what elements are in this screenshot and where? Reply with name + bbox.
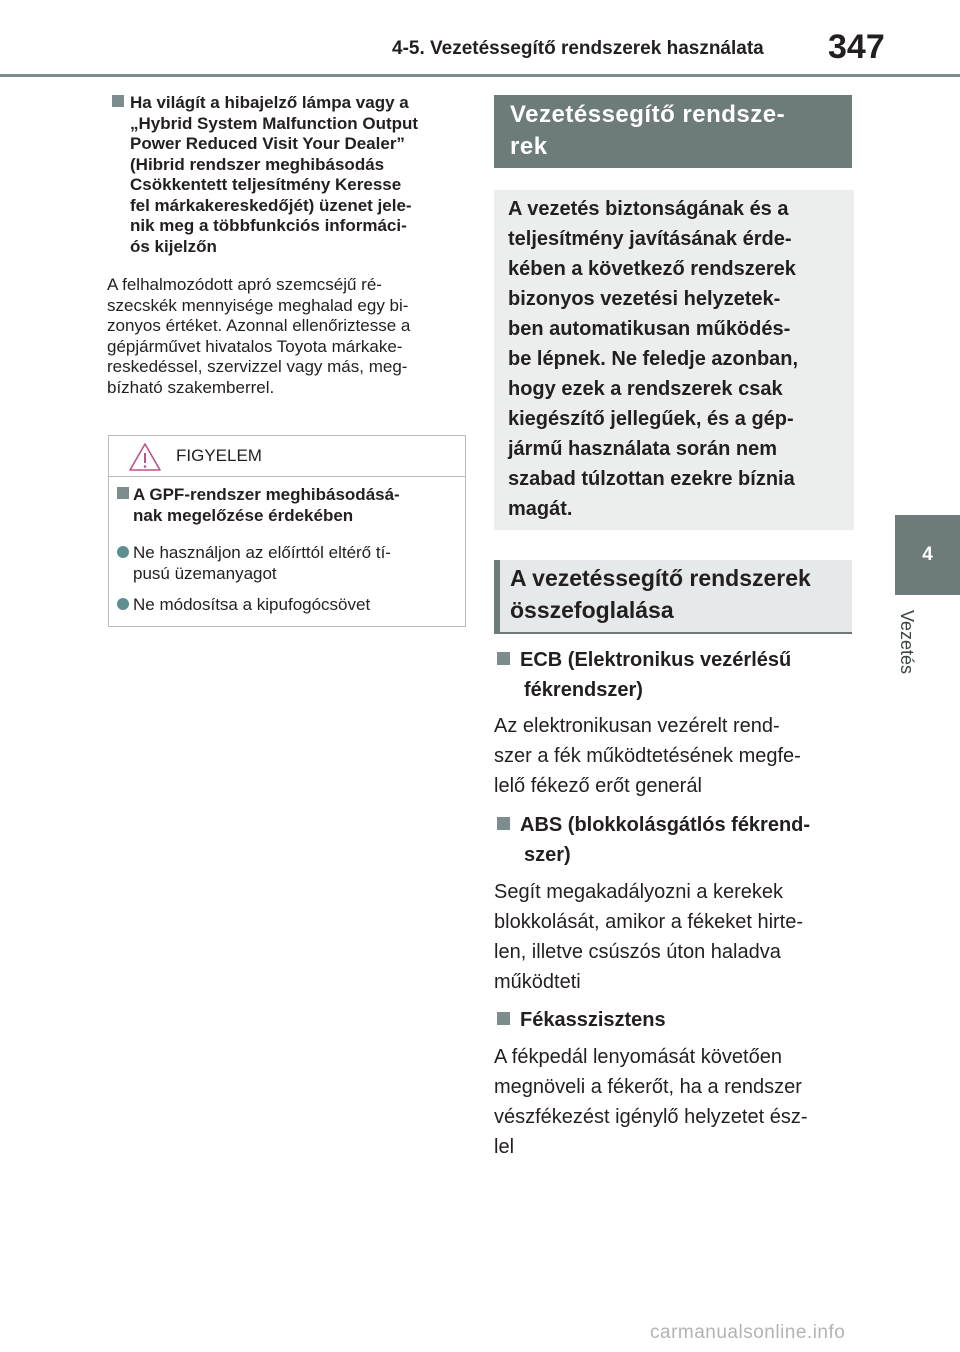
square-bullet-icon	[497, 1012, 510, 1025]
square-bullet-icon	[117, 487, 129, 499]
square-bullet-icon	[497, 652, 510, 665]
running-header-title: 4-5. Vezetéssegítő rendszerek használata	[392, 38, 764, 59]
heading-line: Power Reduced Visit Your Dealer”	[130, 134, 405, 153]
heading-line: Csökkentett teljesítmény Keresse	[130, 175, 402, 194]
body-line: A felhalmozódott apró szemcséjű ré-	[107, 275, 382, 294]
section-title: Vezetéssegítő rendsze- rek	[510, 101, 786, 160]
brake-assist-heading: Fékasszisztens	[497, 1005, 869, 1035]
ecb-heading: ECB (Elektronikus vezérlésű fékrendszer)	[497, 645, 869, 705]
intro-box	[494, 190, 854, 530]
heading-line: (Hibrid rendszer meghibásodás	[130, 154, 385, 174]
chapter-name: Vezetés	[897, 610, 917, 675]
chapter-tab	[895, 515, 960, 595]
heading-line: „Hybrid System Malfunction Output	[130, 113, 419, 133]
body-line: gépjárművet hivatalos Toyota márkake-	[107, 336, 403, 356]
header-divider	[0, 74, 960, 77]
warning-bullet: Ne módosítsa a kipufogócsövet	[117, 594, 457, 615]
warning-box	[108, 435, 466, 627]
chapter-number: 4	[922, 544, 933, 565]
body-line: reskedéssel, szervizzel vagy más, meg-	[107, 357, 408, 376]
square-bullet-icon	[497, 817, 510, 830]
heading-line: nik meg a többfunkciós informáci-	[130, 216, 407, 235]
intro-text: A vezetés biztonságának és a teljesítmény javításának érde- kében a következő rendszerek bizonyos vezetési helyzetek- ben automatikusan működés- be lépnek. Ne feledje azonban, hogy ezek a rendszerek csak kiegészítő jellegűek, és a gép- jármű használata során nem szabad túlzottan ezekre bíznia magát.	[508, 198, 799, 520]
chapter-label	[877, 610, 960, 675]
round-bullet-icon	[117, 598, 129, 610]
warning-title: FIGYELEM	[176, 446, 262, 465]
subsection-heading	[494, 560, 852, 634]
round-bullet-icon	[117, 546, 129, 558]
heading-line: ós kijelzőn	[130, 236, 217, 256]
page-number: 347	[828, 28, 885, 66]
warning-subheading: A GPF-rendszer meghibásodásá- nak megelőzése érdekében	[117, 484, 473, 526]
ecb-description: Az elektronikusan vezérelt rend- szer a fék működtetésének megfe- lelő fékező erőt generál	[494, 715, 801, 797]
body-line: zonyos értéket. Azonnal ellenőriztesse a	[107, 316, 411, 335]
malfunction-heading	[112, 93, 464, 257]
warning-bullet: Ne használjon az előírttól eltérő tí- pusú üzemanyagot	[117, 542, 473, 584]
section-heading-band	[494, 95, 852, 168]
warning-triangle-icon	[128, 442, 162, 472]
warning-header	[109, 436, 465, 477]
heading-line: fel márkakereskedőjét) üzenet jele-	[130, 195, 412, 215]
heading-line: Ha világít a hibajelző lámpa vagy a	[112, 93, 464, 114]
body-line: bízható szakemberrel.	[107, 377, 275, 397]
brake-assist-description: A fékpedál lenyomását követően megnöveli a fékerőt, ha a rendszer vészfékezést igénylő helyzetet ész- lel	[494, 1046, 808, 1158]
subsection-title: A vezetéssegítő rendszerek összefoglalása	[510, 565, 811, 623]
watermark: carmanualsonline.info	[650, 1322, 846, 1343]
body-line: szecskék mennyisége meghalad egy bi-	[107, 295, 409, 315]
abs-heading: ABS (blokkolásgátlós fékrend- szer)	[497, 810, 869, 870]
square-bullet-icon	[112, 95, 124, 107]
malfunction-description	[107, 275, 467, 398]
abs-description: Segít megakadályozni a kerekek blokkolását, amikor a fékeket hirte- len, illetve csúszós úton haladva működteti	[494, 881, 804, 993]
